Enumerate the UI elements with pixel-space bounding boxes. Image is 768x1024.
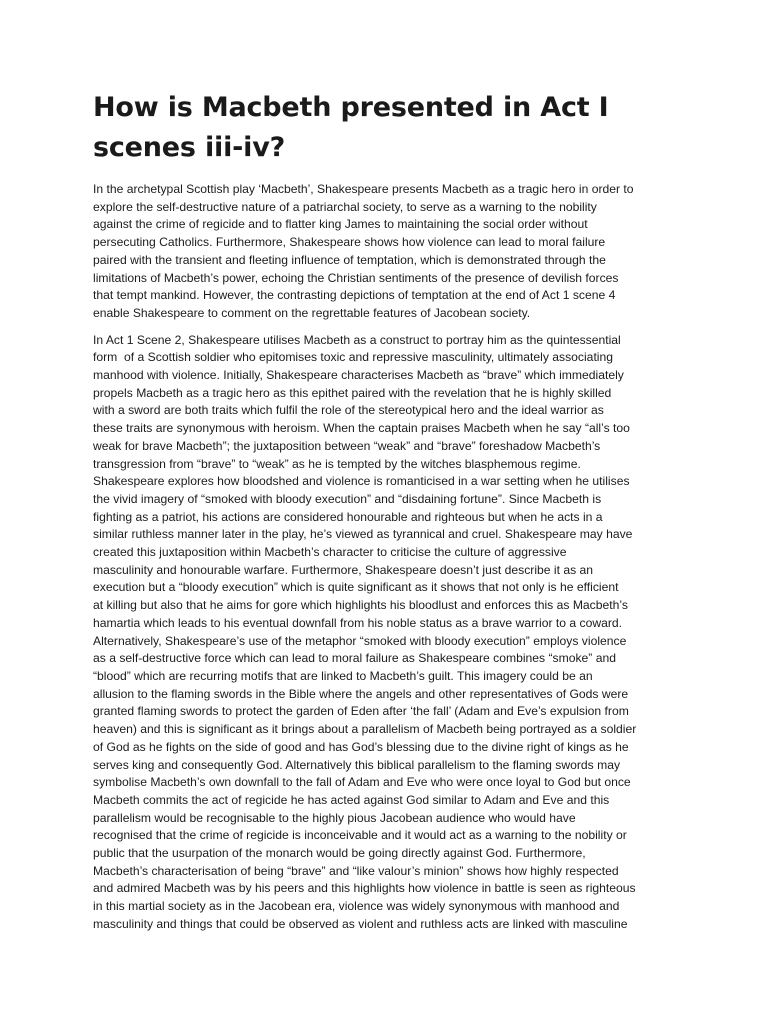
text-line: in this martial society as in the Jacobean era, violence was widely synonymous with manhood and bbox=[93, 899, 620, 914]
text-line: In the archetypal Scottish play ‘Macbeth’, Shakespeare presents Macbeth as a tragic hero in order to bbox=[93, 182, 634, 196]
paragraph-introduction bbox=[93, 181, 683, 323]
text-line: masculinity and things that could be observed as violent and ruthless acts are linked with masculine bbox=[93, 916, 628, 931]
text-line: of God as he fights on the side of good and has God’s blessing due to the divine right of kings as he bbox=[93, 739, 629, 754]
text-line: public that the usurpation of the monarch would be going directly against God. Furthermore, bbox=[93, 846, 586, 861]
text-line: symbolise Macbeth’s own downfall to the fall of Adam and Eve who were once loyal to God but once bbox=[93, 775, 631, 790]
text-line: the vivid imagery of “smoked with bloody execution” and “disdaining fortune”. Since Macbeth is bbox=[93, 491, 602, 506]
text-line: parallelism would be recognisable to the highly pious Jacobean audience who would have bbox=[93, 810, 576, 825]
text-line: similar ruthless manner later in the play, he’s viewed as tyrannical and cruel. Shakespeare may have bbox=[93, 527, 633, 542]
text-line: manhood with violence. Initially, Shakespeare characterises Macbeth as “brave” which immediately bbox=[93, 368, 624, 383]
text-line: masculinity and honourable warfare. Furthermore, Shakespeare doesn’t just describe it as an bbox=[93, 562, 594, 577]
text-line: with a sword are both traits which fulfil the role of the stereotypical hero and the ideal warrior as bbox=[93, 403, 604, 418]
paragraph-act1-scene2 bbox=[93, 332, 683, 934]
text-line: execution but a “bloody execution” which is quite significant as it shows that not only is he efficient bbox=[93, 580, 619, 595]
text-line: paired with the transient and fleeting influence of temptation, which is demonstrated through the bbox=[93, 252, 606, 267]
text-line: explore the self-destructive nature of a patriarchal society, to serve as a warning to the nobility bbox=[93, 199, 597, 214]
text-line: form of a Scottish soldier who epitomises toxic and repressive masculinity, ultimately associating bbox=[93, 350, 614, 365]
text-line: weak for brave Macbeth”; the juxtaposition between “weak” and “brave” foreshadow Macbeth’s bbox=[93, 438, 601, 453]
text-line: against the crime of regicide and to flatter king James to maintaining the social order without bbox=[93, 217, 588, 232]
text-line: Macbeth’s characterisation of being “brave” and “like valour’s minion” shows how highly respected bbox=[93, 863, 619, 878]
text-line: enable Shakespeare to comment on the regrettable features of Jacobean society. bbox=[93, 305, 531, 320]
text-line: and admired Macbeth was by his peers and this highlights how violence in battle is seen as righteous bbox=[93, 881, 636, 896]
title-line: scenes iii-iv? bbox=[93, 132, 286, 163]
text-line: recognised that the crime of regicide is inconceivable and it would act as a warning to the nobility or bbox=[93, 828, 627, 843]
text-line: propels Macbeth as a tragic hero as this epithet paired with the revelation that he is highly skilled bbox=[93, 385, 612, 400]
text-line: at killing but also that he aims for gore which highlights his bloodlust and enforces this as Macbeth’s bbox=[93, 598, 628, 613]
text-line: that tempt mankind. However, the contrasting depictions of temptation at the end of Act 1 scene 4 bbox=[93, 288, 616, 303]
text-line: these traits are synonymous with heroism. When the captain praises Macbeth when he say “all’s too bbox=[93, 421, 630, 436]
page-title bbox=[93, 88, 693, 168]
text-line: created this juxtaposition within Macbeth’s character to criticise the culture of aggressive bbox=[93, 545, 567, 560]
text-line: serves king and consequently God. Alternatively this biblical parallelism to the flaming swords may bbox=[93, 757, 621, 772]
essay-body bbox=[93, 181, 683, 934]
title-line: How is Macbeth presented in Act I bbox=[93, 92, 609, 123]
text-line: Alternatively, Shakespeare’s use of the metaphor “smoked with bloody execution” employs violence bbox=[93, 633, 627, 648]
text-line: persecuting Catholics. Furthermore, Shakespeare shows how violence can lead to moral failure bbox=[93, 235, 606, 250]
text-line: Shakespeare explores how bloodshed and violence is romanticised in a war setting when he utilises bbox=[93, 474, 630, 489]
text-line: Macbeth commits the act of regicide he has acted against God similar to Adam and Eve and this bbox=[93, 792, 610, 807]
text-line: hamartia which leads to his eventual downfall from his noble status as a brave warrior to a coward. bbox=[93, 615, 623, 630]
text-line: as a self-destructive force which can lead to moral failure as Shakespeare combines “smoke” and bbox=[93, 651, 616, 666]
text-line: “blood” which are recurring motifs that are linked to Macbeth’s guilt. This imagery could be an bbox=[93, 668, 593, 683]
text-line: In Act 1 Scene 2, Shakespeare utilises Macbeth as a construct to portray him as the quintessential bbox=[93, 332, 621, 347]
text-line: transgression from “brave” to “weak” as he is tempted by the witches blasphemous regime. bbox=[93, 456, 581, 471]
text-line: heaven) and this is significant as it brings about a parallelism of Macbeth being portrayed as a soldier bbox=[93, 722, 637, 737]
text-line: granted flaming swords to protect the garden of Eden after ‘the fall’ (Adam and Eve’s expulsion from bbox=[93, 704, 629, 719]
text-line: limitations of Macbeth’s power, echoing the Christian sentiments of the presence of devilish forces bbox=[93, 270, 619, 285]
text-line: allusion to the flaming swords in the Bible where the angels and other representatives of Gods were bbox=[93, 686, 629, 701]
text-line: fighting as a patriot, his actions are considered honourable and righteous but when he acts in a bbox=[93, 509, 603, 524]
